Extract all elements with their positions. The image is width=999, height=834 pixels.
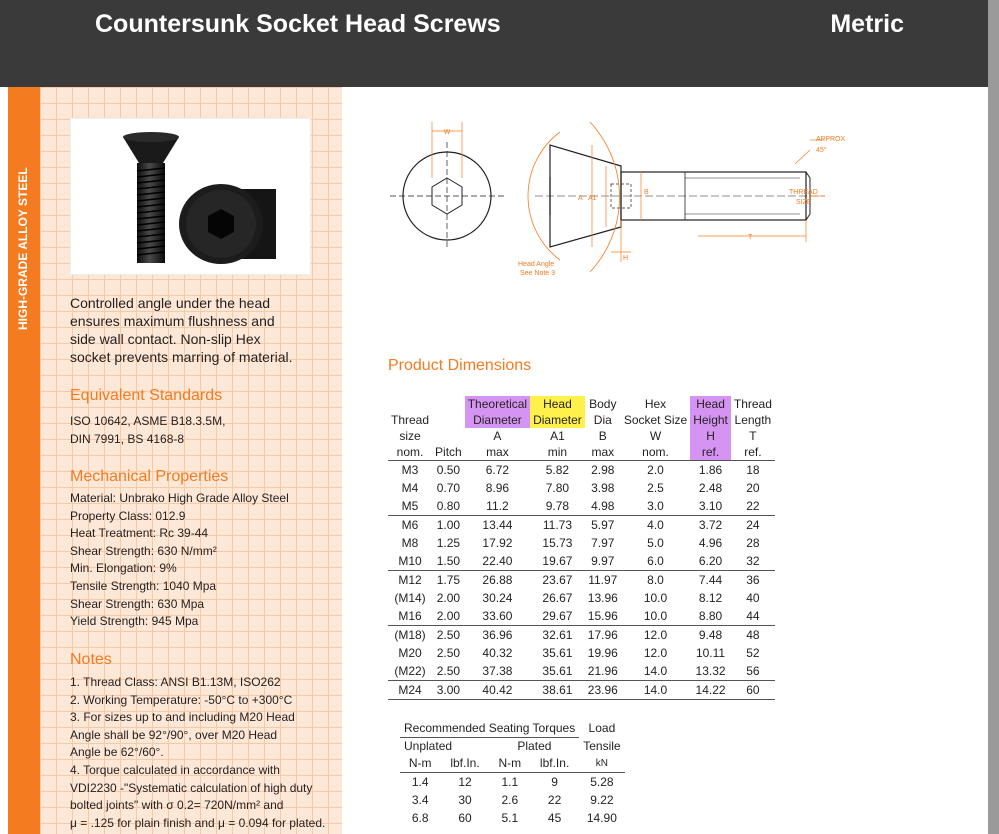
table-cell: 6.0 [621, 552, 690, 571]
tensile-header: Tensile [583, 739, 621, 753]
note-line: VDI2230 -"Systematic calculation of high duty [70, 780, 313, 795]
table-cell: 37.38 [465, 662, 530, 681]
table-cell: 22.40 [465, 552, 530, 571]
table-cell: 14.90 [586, 811, 617, 825]
table-cell: 2.50 [432, 662, 465, 681]
table-cell: 2.6 [501, 793, 519, 807]
table-cell: 32.61 [542, 628, 573, 642]
table-cell: 7.97 [591, 536, 615, 550]
table-cell: 33.60 [465, 607, 530, 626]
notes-list [70, 674, 325, 832]
table-cell: 5.82 [545, 463, 570, 477]
table-cell: 4.0 [647, 518, 664, 532]
head-angle-label: Head Angle [518, 261, 555, 268]
table-row [388, 461, 775, 480]
load-header: Load [588, 720, 616, 735]
table-cell: 10.11 [695, 646, 726, 660]
col-header: Theoretical [465, 396, 530, 412]
table-cell: 14.0 [621, 681, 690, 700]
table-cell: 9.22 [590, 793, 614, 807]
table-cell: 52 [746, 646, 760, 660]
table-cell: 2.5 [647, 481, 664, 495]
product-description [70, 294, 310, 366]
table-cell: 20 [746, 481, 760, 495]
table-cell: 10.0 [621, 607, 690, 626]
table-cell: 8.96 [485, 481, 510, 495]
table-cell: 3.98 [591, 481, 615, 495]
table-cell: 7.44 [698, 573, 723, 587]
table-row [388, 552, 775, 571]
mechanical-line: Yield Strength: 945 Mpa [70, 614, 199, 629]
col-header: max [585, 444, 621, 461]
col-header: Body [589, 397, 617, 411]
table-cell: (M18) [394, 628, 426, 642]
table-cell: 17.92 [482, 536, 513, 550]
table-cell: 14.22 [690, 681, 731, 700]
note-line: Angle shall be 92°/90°, over M20 Head [70, 727, 278, 742]
mechanical-line: Shear Strength: 630 N/mm² [70, 543, 217, 558]
table-cell: M6 [401, 518, 419, 532]
table-cell: 7.80 [545, 481, 570, 495]
table-cell: 8.12 [698, 591, 723, 605]
table-cell: 12 [458, 775, 472, 789]
table-cell: 15.73 [542, 536, 573, 550]
col-header: Diameter [465, 412, 530, 428]
product-dimensions-title: Product Dimensions [388, 357, 532, 374]
col-header: Diameter [530, 412, 585, 428]
table-cell: 35.61 [530, 662, 585, 681]
col-header: Thread [391, 413, 430, 427]
table-cell: 4.98 [585, 497, 621, 516]
dim-t-label: T [748, 234, 753, 241]
unit-header: N-m [490, 755, 530, 773]
product-photo [70, 118, 311, 275]
col-header: Dia [593, 413, 612, 427]
table-cell: 15.96 [585, 607, 621, 626]
table-cell: 2.50 [436, 646, 461, 660]
description-line: socket prevents marring of material. [70, 349, 293, 365]
col-header: Hex [644, 397, 667, 411]
table-cell: 4.96 [698, 536, 723, 550]
dim-a1-label: A1 [588, 195, 597, 202]
table-cell: 1.4 [411, 775, 429, 789]
description-line: side wall contact. Non-slip Hex [70, 331, 261, 347]
col-header: Length [734, 413, 772, 427]
dim-w-label: W [443, 129, 451, 136]
table-cell: 6.72 [485, 463, 510, 477]
table-cell: 6.8 [411, 811, 429, 825]
table-cell: 19.67 [530, 552, 585, 571]
product-dimensions-table [388, 396, 775, 700]
table-row [388, 607, 775, 626]
table-cell: M8 [401, 536, 419, 550]
table-cell: 9.97 [585, 552, 621, 571]
mechanical-line: Property Class: 012.9 [70, 508, 186, 523]
mechanical-line: Material: Unbrako High Grade Alloy Steel [70, 491, 289, 505]
mechanical-line: Min. Elongation: 9% [70, 561, 177, 576]
table-cell: 9.78 [530, 497, 585, 516]
table-cell: 18 [746, 463, 760, 477]
table-cell: 40.32 [482, 646, 513, 660]
standards-line: DIN 7991, BS 4168-8 [70, 431, 185, 446]
table-cell: 29.67 [530, 607, 585, 626]
table-cell: 21.96 [585, 662, 621, 681]
end-view [390, 122, 505, 250]
table-cell: 26.88 [482, 573, 513, 587]
table-cell: 0.80 [432, 497, 465, 516]
side-view [518, 122, 846, 277]
dim-b-label: B [644, 189, 649, 196]
col-header: Socket Size [623, 413, 688, 427]
unit-header: lbf.In. [530, 755, 579, 773]
standards-heading: Equivalent Standards [70, 387, 223, 404]
kn-unit: kN [595, 757, 609, 769]
table-cell: 23.67 [542, 573, 573, 587]
approx-label: APPROX [816, 136, 846, 143]
col-header: ref. [731, 444, 775, 461]
col-header: min [530, 444, 585, 461]
col-header: Head [690, 396, 731, 412]
table-cell: 3.72 [698, 518, 723, 532]
table-cell: 0.50 [436, 463, 461, 477]
approx-angle-label: 45° [816, 147, 827, 154]
page-edge [988, 0, 999, 834]
unit-header: N-m [400, 755, 440, 773]
table-cell: 13.44 [482, 518, 513, 532]
col-header [432, 396, 465, 412]
screw-image [71, 119, 312, 276]
unplated-header: Unplated [400, 738, 490, 756]
col-header: Thread [733, 397, 772, 411]
note-line: μ = .125 for plain finish and μ = 0.094 for plated. [70, 815, 326, 830]
note-line: 1. Thread Class: ANSI B1.13M, ISO262 [70, 675, 281, 689]
table-cell: 32 [731, 552, 775, 571]
table-row [400, 791, 625, 809]
table-cell: 24 [746, 518, 760, 532]
table-cell: 0.70 [436, 481, 461, 495]
table-cell: 19.96 [587, 646, 618, 660]
table-cell: 35.61 [542, 646, 573, 660]
col-header: T [749, 429, 757, 443]
table-cell: 28 [746, 536, 760, 550]
table-cell: 5.1 [501, 811, 519, 825]
table-cell: 1.00 [436, 518, 461, 532]
table-cell: 23.96 [585, 681, 621, 700]
seating-torque-table [400, 720, 625, 827]
table-cell: 2.98 [591, 463, 615, 477]
table-cell: 3.10 [690, 497, 731, 516]
description-line: Controlled angle under the head [70, 295, 271, 311]
col-header: Height [690, 412, 731, 428]
table-cell: M16 [388, 607, 432, 626]
col-header: A1 [550, 429, 565, 443]
table-cell: M24 [388, 681, 432, 700]
table-cell: 9.48 [698, 628, 723, 642]
table-row [388, 534, 775, 552]
note-line: 2. Working Temperature: -50°C to +300°C [70, 692, 293, 707]
table-cell: 40.42 [465, 681, 530, 700]
standards-line: ISO 10642, ASME B18.3.5M, [70, 414, 226, 428]
table-row [388, 681, 775, 700]
table-cell: 2.0 [647, 463, 664, 477]
table-cell: 3.0 [621, 497, 690, 516]
table-cell: 13.32 [690, 662, 731, 681]
table-cell: 2.50 [436, 628, 461, 642]
table-cell: 36 [746, 573, 760, 587]
table-cell: 6.20 [690, 552, 731, 571]
table-cell: 30 [458, 793, 472, 807]
table-cell: 8.0 [647, 573, 664, 587]
table-cell: 44 [731, 607, 775, 626]
col-header: max [465, 444, 530, 461]
table-cell: 30.24 [482, 591, 513, 605]
table-cell: 5.28 [590, 775, 614, 789]
table-cell: 1.75 [436, 573, 461, 587]
col-header: Head [530, 396, 585, 412]
table-cell: 14.0 [621, 662, 690, 681]
col-header: nom. [621, 444, 690, 461]
thread-size-label: SIZE [796, 199, 812, 206]
table-cell: M20 [398, 646, 422, 660]
table-row [388, 589, 775, 607]
plated-header: Plated [490, 738, 580, 756]
table-cell: 48 [746, 628, 760, 642]
see-note-label: See Note 3 [520, 270, 556, 277]
table-cell: 11.73 [542, 518, 572, 532]
table-cell: 2.00 [436, 591, 461, 605]
table-row [388, 479, 775, 497]
table-cell: 3.00 [432, 681, 465, 700]
col-header: nom. [388, 444, 432, 461]
col-header: A [493, 429, 502, 443]
page-header [0, 0, 988, 87]
dim-a-label: A [578, 195, 583, 202]
col-header: Pitch [432, 444, 465, 461]
table-cell: 22 [731, 497, 775, 516]
mechanical-line: Tensile Strength: 1040 Mpa [70, 578, 217, 593]
table-cell: 11.2 [465, 497, 530, 516]
note-line: 3. For sizes up to and including M20 Head [70, 710, 295, 725]
note-line: 4. Torque calculated in accordance with [70, 762, 280, 777]
table-cell: 10.0 [643, 591, 668, 605]
col-header: B [598, 429, 607, 443]
col-header [388, 396, 432, 412]
col-header: W [649, 429, 662, 443]
col-header [432, 412, 465, 428]
table-row [388, 497, 775, 516]
mechanical-line: Heat Treatment: Rc 39-44 [70, 526, 209, 541]
table-cell: 13.96 [587, 591, 618, 605]
table-cell: 5.0 [647, 536, 664, 550]
col-header [432, 428, 465, 444]
description-line: ensures maximum flushness and [70, 313, 275, 329]
technical-drawing [385, 112, 846, 282]
table-cell: 8.80 [690, 607, 731, 626]
torque-heading: Recommended Seating Torques [404, 721, 576, 735]
unit-system-label: Metric [830, 10, 904, 38]
table-cell: 1.1 [501, 775, 519, 789]
table-row [388, 626, 775, 645]
table-cell: (M22) [388, 662, 432, 681]
table-cell: 60 [458, 811, 472, 825]
table-cell: (M14) [394, 591, 426, 605]
table-row [388, 516, 775, 535]
table-cell: 56 [731, 662, 775, 681]
table-cell: 40 [746, 591, 760, 605]
table-cell: M10 [388, 552, 432, 571]
col-header: ref. [690, 444, 731, 461]
table-cell: M5 [388, 497, 432, 516]
table-cell: 26.67 [542, 591, 573, 605]
table-cell: M3 [401, 463, 419, 477]
table-row [388, 571, 775, 590]
table-cell: 36.96 [482, 628, 513, 642]
standards-text [70, 413, 225, 448]
mechanical-heading: Mechanical Properties [70, 468, 229, 485]
table-row [388, 644, 775, 662]
table-cell: 12.0 [643, 646, 668, 660]
table-cell: 17.96 [587, 628, 618, 642]
thread-label: THREAD [789, 189, 818, 196]
col-header: H [690, 428, 731, 444]
table-cell: 3.4 [411, 793, 429, 807]
table-cell: 1.25 [436, 536, 461, 550]
table-cell: 1.50 [432, 552, 465, 571]
table-row [400, 773, 625, 792]
note-line: Angle be 62°/60°. [70, 745, 164, 760]
mechanical-properties [70, 490, 289, 631]
table-cell: M12 [398, 573, 422, 587]
side-label: HIGH-GRADE ALLOY STEEL [16, 167, 30, 330]
table-cell: 9 [551, 775, 558, 789]
table-cell: 11.97 [588, 573, 618, 587]
table-cell: 2.00 [432, 607, 465, 626]
table-cell: 60 [731, 681, 775, 700]
table-cell: 45 [547, 811, 562, 825]
unit-header: lbf.In. [440, 755, 489, 773]
table-cell: 12.0 [643, 628, 668, 642]
note-line: bolted joints" with σ 0.2= 720N/mm² and [70, 798, 284, 813]
table-cell: 2.48 [698, 481, 723, 495]
table-cell: 22 [547, 793, 562, 807]
table-cell: M4 [401, 481, 419, 495]
page-title: Countersunk Socket Head Screws [95, 10, 501, 38]
col-header: size [399, 429, 421, 443]
table-cell: 5.97 [591, 518, 615, 532]
dim-h-label: H [623, 255, 629, 262]
table-cell: 38.61 [530, 681, 585, 700]
mechanical-line: Shear Strength: 630 Mpa [70, 596, 205, 611]
table-row [400, 809, 625, 827]
notes-heading: Notes [70, 651, 112, 668]
table-cell: 1.86 [698, 463, 723, 477]
table-row [388, 662, 775, 681]
